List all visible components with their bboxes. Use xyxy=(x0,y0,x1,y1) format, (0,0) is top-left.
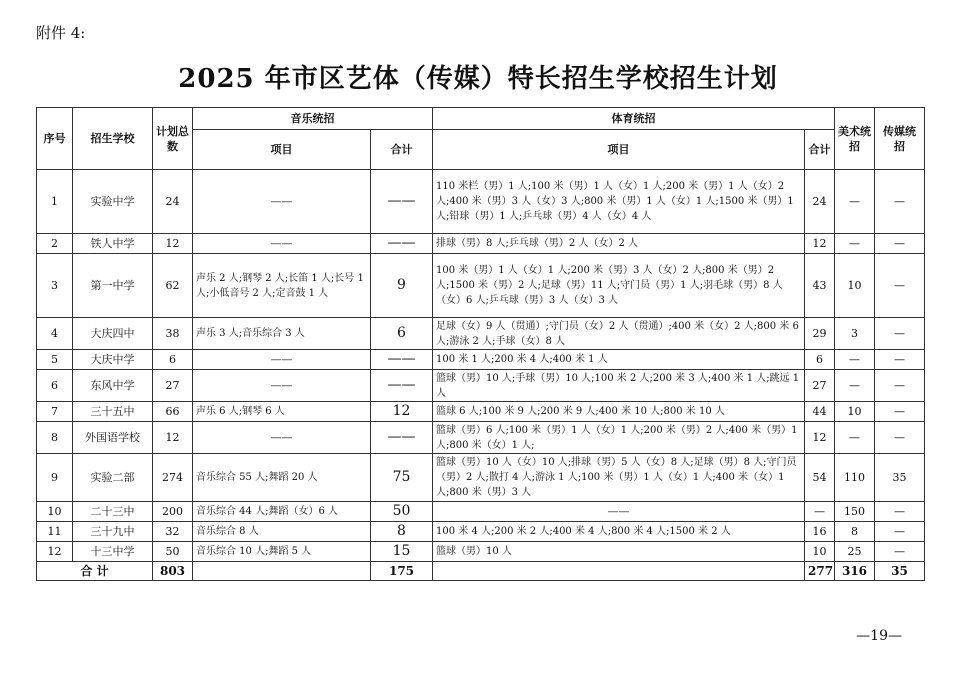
cell-media: — xyxy=(875,542,925,562)
cell-music-item: —— xyxy=(193,170,371,234)
header-music-group: 音乐统招 xyxy=(193,108,433,130)
cell-sports-item: 排球（男）8 人;乒乓球（男）2 人（女）2 人 xyxy=(433,234,805,254)
cell-seq: 7 xyxy=(37,402,73,422)
cell-sports-sum: 12 xyxy=(805,234,835,254)
cell-plan-total: 24 xyxy=(153,170,193,234)
cell-music-sum: —— xyxy=(371,170,433,234)
cell-art: — xyxy=(835,422,875,454)
cell-school: 外国语学校 xyxy=(73,422,153,454)
header-sports-sum: 合计 xyxy=(805,130,835,170)
page-number: —19— xyxy=(856,628,902,644)
cell-music-item: —— xyxy=(193,370,371,402)
cell-art: 150 xyxy=(835,502,875,522)
table-row xyxy=(37,370,925,402)
cell-sports-item: 篮球（男）10 人（女）10 人;排球（男）5 人（女）8 人;足球（男）8 人;守门员（男）2 人;散打 4 人;游泳 1 人;100 米（男）1 人（女）1 人;400 米（女）1 人;800 米（男）3 人 xyxy=(433,454,805,502)
cell-music-item: 音乐综合 55 人;舞蹈 20 人 xyxy=(193,454,371,502)
cell-art: — xyxy=(835,350,875,370)
total-sports-item xyxy=(433,562,805,581)
cell-plan-total: 12 xyxy=(153,422,193,454)
cell-plan-total: 274 xyxy=(153,454,193,502)
table-row xyxy=(37,254,925,318)
cell-music-sum: —— xyxy=(371,234,433,254)
cell-sports-item: 篮球 6 人;100 米 9 人;200 米 9 人;400 米 10 人;800 米 10 人 xyxy=(433,402,805,422)
cell-sports-item: 篮球（男）10 人 xyxy=(433,542,805,562)
annex-label: 附件 4: xyxy=(36,24,86,42)
total-music-sum: 175 xyxy=(371,562,433,581)
cell-music-item: 音乐综合 8 人 xyxy=(193,522,371,542)
cell-music-item: 声乐 2 人;钢琴 2 人;长笛 1 人;长号 1 人;小低音号 2 人;定音鼓 1 人 xyxy=(193,254,371,318)
cell-school: 铁人中学 xyxy=(73,234,153,254)
table-row xyxy=(37,422,925,454)
cell-media: — xyxy=(875,350,925,370)
cell-music-sum: 8 xyxy=(371,522,433,542)
cell-media: — xyxy=(875,402,925,422)
cell-media: — xyxy=(875,502,925,522)
table-row xyxy=(37,170,925,234)
cell-music-sum: —— xyxy=(371,350,433,370)
cell-media: — xyxy=(875,370,925,402)
cell-plan-total: 62 xyxy=(153,254,193,318)
cell-sports-item: 100 米（男）1 人（女）1 人;200 米（男）3 人（女）2 人;800 米（男）2 人;1500 米（男）2 人;足球（男）11 人;守门员（男）1 人;羽毛球（男）8 人（女）6 人;乒乓球（男）3 人（女）3 人 xyxy=(433,254,805,318)
cell-sports-item: —— xyxy=(433,502,805,522)
cell-sports-sum: 24 xyxy=(805,170,835,234)
cell-art: — xyxy=(835,370,875,402)
cell-sports-item: 篮球（男）6 人;100 米（男）1 人（女）1 人;200 米（男）2 人;400 米（男）1 人;800 米（女）1 人; xyxy=(433,422,805,454)
cell-seq: 10 xyxy=(37,502,73,522)
cell-plan-total: 66 xyxy=(153,402,193,422)
cell-plan-total: 50 xyxy=(153,542,193,562)
cell-plan-total: 32 xyxy=(153,522,193,542)
cell-school: 三十五中 xyxy=(73,402,153,422)
enrollment-plan-table xyxy=(36,107,925,581)
header-music-item: 项目 xyxy=(193,130,371,170)
cell-plan-total: 6 xyxy=(153,350,193,370)
cell-sports-sum: 27 xyxy=(805,370,835,402)
header-school: 招生学校 xyxy=(73,108,153,170)
cell-sports-item: 110 米栏（男）1 人;100 米（男）1 人（女）1 人;200 米（男）1 人（女）2 人;400 米（男）3 人（女）3 人;800 米（男）1 人（女）1 人;1500 米（男）1 人;铅球（男）1 人;乒乓球（男）4 人（女）4 人 xyxy=(433,170,805,234)
cell-sports-sum: — xyxy=(805,502,835,522)
cell-art: 10 xyxy=(835,254,875,318)
cell-media: 35 xyxy=(875,454,925,502)
cell-music-sum: —— xyxy=(371,422,433,454)
cell-media: — xyxy=(875,318,925,350)
cell-school: 东风中学 xyxy=(73,370,153,402)
cell-seq: 8 xyxy=(37,422,73,454)
cell-music-item: —— xyxy=(193,350,371,370)
total-plan: 803 xyxy=(153,562,193,581)
cell-music-item: 声乐 3 人;音乐综合 3 人 xyxy=(193,318,371,350)
header-media: 传媒统招 xyxy=(875,108,925,170)
cell-plan-total: 27 xyxy=(153,370,193,402)
cell-media: — xyxy=(875,254,925,318)
header-sports-item: 项目 xyxy=(433,130,805,170)
header-sports-group: 体育统招 xyxy=(433,108,835,130)
cell-sports-item: 篮球（男）10 人;手球（男）10 人;100 米 2 人;200 米 3 人;400 米 1 人;跳远 1 人 xyxy=(433,370,805,402)
cell-music-sum: 9 xyxy=(371,254,433,318)
cell-school: 第一中学 xyxy=(73,254,153,318)
cell-sports-sum: 29 xyxy=(805,318,835,350)
cell-seq: 12 xyxy=(37,542,73,562)
table-row xyxy=(37,234,925,254)
cell-art: — xyxy=(835,234,875,254)
cell-art: 3 xyxy=(835,318,875,350)
table-row xyxy=(37,542,925,562)
cell-seq: 6 xyxy=(37,370,73,402)
cell-art: 8 xyxy=(835,522,875,542)
cell-sports-item: 100 米 4 人;200 米 2 人;400 米 4 人;800 米 4 人;1500 米 2 人 xyxy=(433,522,805,542)
cell-school: 十三中学 xyxy=(73,542,153,562)
total-sports-sum: 277 xyxy=(805,562,835,581)
total-media: 35 xyxy=(875,562,925,581)
cell-seq: 5 xyxy=(37,350,73,370)
cell-sports-sum: 43 xyxy=(805,254,835,318)
cell-music-sum: 75 xyxy=(371,454,433,502)
cell-seq: 11 xyxy=(37,522,73,542)
cell-music-item: —— xyxy=(193,422,371,454)
table-row xyxy=(37,318,925,350)
cell-sports-sum: 44 xyxy=(805,402,835,422)
table-body xyxy=(37,170,925,562)
cell-music-sum: —— xyxy=(371,370,433,402)
cell-school: 大庆四中 xyxy=(73,318,153,350)
cell-plan-total: 38 xyxy=(153,318,193,350)
cell-seq: 4 xyxy=(37,318,73,350)
cell-music-item: 音乐综合 44 人;舞蹈（女）6 人 xyxy=(193,502,371,522)
cell-school: 三十九中 xyxy=(73,522,153,542)
cell-media: — xyxy=(875,170,925,234)
cell-sports-sum: 54 xyxy=(805,454,835,502)
cell-school: 实验二部 xyxy=(73,454,153,502)
cell-school: 大庆中学 xyxy=(73,350,153,370)
cell-plan-total: 12 xyxy=(153,234,193,254)
cell-seq: 3 xyxy=(37,254,73,318)
cell-music-item: —— xyxy=(193,234,371,254)
cell-art: — xyxy=(835,170,875,234)
cell-sports-sum: 10 xyxy=(805,542,835,562)
cell-sports-item: 足球（女）9 人（贯通）;守门员（女）2 人（贯通）;400 米（女）2 人;800 米 6 人;游泳 2 人;手球（女）8 人 xyxy=(433,318,805,350)
table-row xyxy=(37,350,925,370)
header-music-sum: 合计 xyxy=(371,130,433,170)
cell-music-sum: 12 xyxy=(371,402,433,422)
cell-sports-sum: 16 xyxy=(805,522,835,542)
header-seq: 序号 xyxy=(37,108,73,170)
table-row xyxy=(37,454,925,502)
cell-art: 110 xyxy=(835,454,875,502)
page-title: 2025 年市区艺体（传媒）特长招生学校招生计划 xyxy=(178,64,778,94)
cell-media: — xyxy=(875,522,925,542)
cell-sports-item: 100 米 1 人;200 米 4 人;400 米 1 人 xyxy=(433,350,805,370)
cell-seq: 1 xyxy=(37,170,73,234)
cell-music-item: 声乐 6 人;钢琴 6 人 xyxy=(193,402,371,422)
total-label: 合 计 xyxy=(37,562,153,581)
cell-seq: 9 xyxy=(37,454,73,502)
cell-school: 二十三中 xyxy=(73,502,153,522)
cell-music-sum: 15 xyxy=(371,542,433,562)
total-music-item xyxy=(193,562,371,581)
cell-seq: 2 xyxy=(37,234,73,254)
total-row xyxy=(37,562,925,581)
table-row xyxy=(37,402,925,422)
cell-plan-total: 200 xyxy=(153,502,193,522)
cell-music-sum: 6 xyxy=(371,318,433,350)
table-row xyxy=(37,502,925,522)
cell-art: 10 xyxy=(835,402,875,422)
cell-art: 25 xyxy=(835,542,875,562)
cell-sports-sum: 12 xyxy=(805,422,835,454)
header-plan-total: 计划总数 xyxy=(153,108,193,170)
cell-media: — xyxy=(875,234,925,254)
cell-media: — xyxy=(875,422,925,454)
cell-music-item: 音乐综合 10 人;舞蹈 5 人 xyxy=(193,542,371,562)
cell-sports-sum: 6 xyxy=(805,350,835,370)
cell-music-sum: 50 xyxy=(371,502,433,522)
total-art: 316 xyxy=(835,562,875,581)
table-row xyxy=(37,522,925,542)
cell-school: 实验中学 xyxy=(73,170,153,234)
header-art: 美术统招 xyxy=(835,108,875,170)
